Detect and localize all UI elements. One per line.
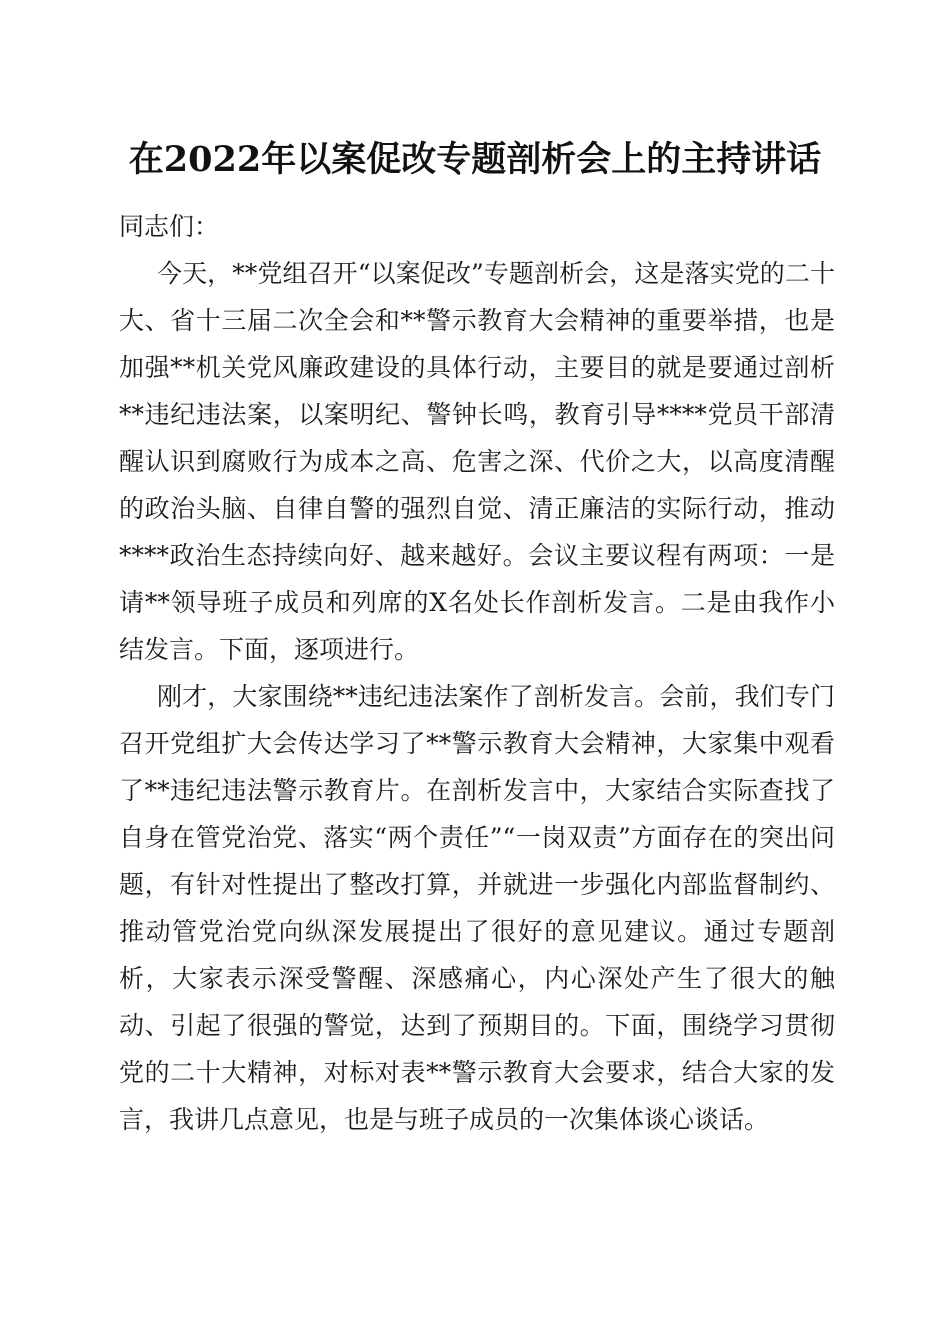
salutation: 同志们： (119, 212, 220, 241)
document-title: 在2022年以案促改专题剖析会上的主持讲话 (128, 139, 822, 180)
document-body (119, 203, 835, 1143)
paragraph-summary: 刚才，大家围绕**违纪违法案作了剖析发言。会前，我们专门召开党组扩大会传达学习了**警示教育大会精神，大家集中观看了**违纪违法警示教育片。在剖析发言中，大家结合实际查找了自身在管党治党、落实“两个责任”“一岗双责”方面存在的突出问题，有针对性提出了整改打算，并就进一步强化内部监督制约、推动管党治党向纵深发展提出了很好的意见建议。通过专题剖析，大家表示深受警醒、深感痛心，内心深处产生了很大的触动、引起了很强的警觉，达到了预期目的。下面，围绕学习贯彻党的二十大精神，对标对表**警示教育大会要求，结合大家的发言，我讲几点意见，也是与班子成员的一次集体谈心谈话。 (119, 682, 835, 1134)
paragraph-opening: 今天，**党组召开“以案促改”专题剖析会，这是落实党的二十大、省十三届二次全会和**警示教育大会精神的重要举措，也是加强**机关党风廉政建设的具体行动，主要目的就是要通过剖析**违纪违法案，以案明纪、警钟长鸣，教育引导****党员干部清醒认识到腐败行为成本之高、危害之深、代价之大，以高度清醒的政治头脑、自律自警的强烈自觉、清正廉洁的实际行动，推动****政治生态持续向好、越来越好。会议主要议程有两项：一是请**领导班子成员和列席的X名处长作剖析发言。二是由我作小结发言。下面，逐项进行。 (119, 259, 835, 664)
